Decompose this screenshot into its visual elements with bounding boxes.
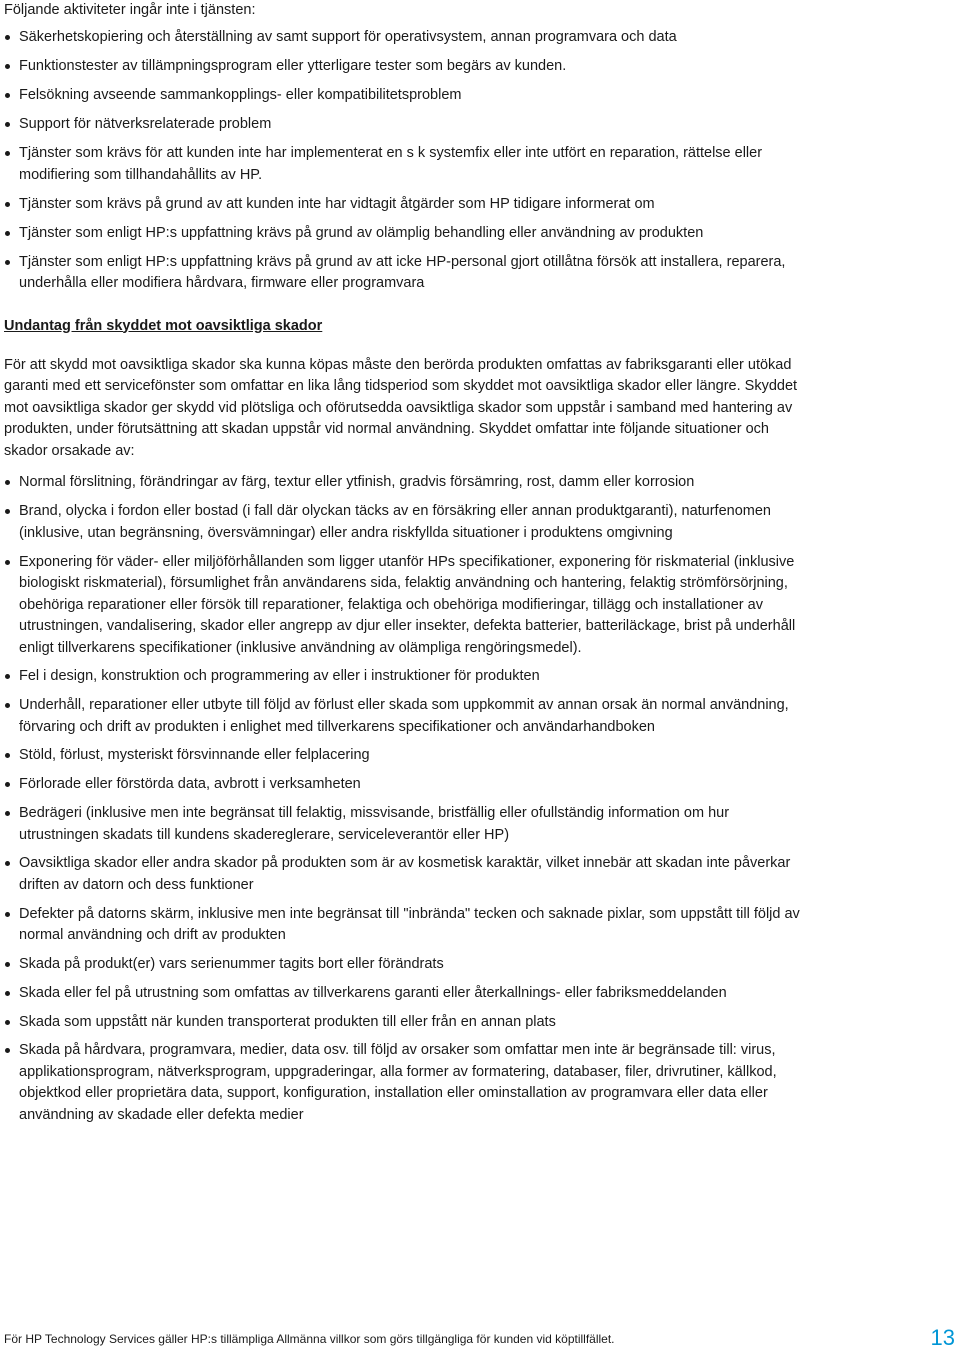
list-item: Stöld, förlust, mysteriskt försvinnande eller felplacering (4, 745, 804, 767)
document-page (4, 0, 804, 1134)
list-item: Skada på produkt(er) vars serienummer tagits bort eller förändrats (4, 954, 804, 976)
list-item: Normal förslitning, förändringar av färg, textur eller ytfinish, gradvis försämring, rost, damm eller korrosion (4, 472, 804, 494)
list-item: Support för nätverksrelaterade problem (4, 114, 804, 136)
list-item: Defekter på datorns skärm, inklusive men inte begränsat till "inbrända" tecken och saknade pixlar, som uppstått till följd av normal användning och drift av produkten (4, 904, 804, 947)
list-item: Oavsiktliga skador eller andra skador på produkten som är av kosmetisk karaktär, vilket innebär att skadan inte påverkar driften av datorn och dess funktioner (4, 853, 804, 896)
list-item: Säkerhetskopiering och återställning av samt support för operativsystem, annan programvara och data (4, 27, 804, 49)
list-item: Skada på hårdvara, programvara, medier, data osv. till följd av orsaker som omfattar men inte är begränsade till: virus, applikationsprogram, nätverksprogram, uppgraderingar, alla former av formatering, databaser, filer, drivrutiner, källkod, objektkod eller proprietära data, support, konfiguration, installation eller ominstallation av programvara eller data eller användning av skadade eller defekta medier (4, 1040, 804, 1126)
section-heading: Undantag från skyddet mot oavsiktliga skador (4, 317, 323, 334)
excluded-activities-list (4, 27, 804, 295)
list-item: Underhåll, reparationer eller utbyte till följd av förlust eller skada som uppkommit av annan orsak än normal användning, förvaring och drift av produkten i enlighet med tillverkarens specifikationer och användarhandboken (4, 695, 804, 738)
list-item: Tjänster som enligt HP:s uppfattning krävs på grund av att icke HP-personal gjort otillåtna försök att installera, reparera, underhålla eller modifiera hårdvara, firmware eller programvara (4, 252, 804, 295)
footer-text: För HP Technology Services gäller HP:s tillämpliga Allmänna villkor som görs tillgängliga för kunden vid köptillfället. (4, 1332, 615, 1346)
list-item: Fel i design, konstruktion och programmering av eller i instruktioner för produkten (4, 666, 804, 688)
page-number: 13 (930, 1325, 955, 1350)
list-item: Brand, olycka i fordon eller bostad (i fall där olyckan täcks av en försäkring eller annan produktgaranti), naturfenomen (inklusive, utan begränsning, översvämningar) eller andra riskfyllda situationer i produktens omgivning (4, 501, 804, 544)
list-item: Funktionstester av tillämpningsprogram eller ytterligare tester som begärs av kunden. (4, 56, 804, 78)
section-paragraph: För att skydd mot oavsiktliga skador ska kunna köpas måste den berörda produkten omfattas av fabriksgaranti eller utökad garanti med ett servicefönster som omfattar en lika lång tidsperiod som skyddet mot oavsiktliga skador eller längre. Skyddet mot oavsiktliga skador ger skydd vid plötsliga och oförutsedda oavsiktliga skador som uppstår i samband med hantering av produkten, under förutsättning att skadan uppstår vid normal användning. Skyddet omfattar inte följande situationer och skador orsakade av: (4, 356, 798, 459)
list-item: Skada som uppstått när kunden transporterat produkten till eller från en annan plats (4, 1012, 804, 1034)
list-item: Skada eller fel på utrustning som omfattas av tillverkarens garanti eller återkallnings- eller fabriksmeddelanden (4, 983, 804, 1005)
list-item: Felsökning avseende sammankopplings- eller kompatibilitetsproblem (4, 85, 804, 107)
intro-text: Följande aktiviteter ingår inte i tjänsten: (4, 2, 256, 18)
excluded-damages-list (4, 472, 804, 1126)
list-item: Tjänster som krävs för att kunden inte har implementerat en s k systemfix eller inte utfört en reparation, rättelse eller modifiering som tillhandahållits av HP. (4, 143, 804, 186)
list-item: Tjänster som enligt HP:s uppfattning krävs på grund av olämplig behandling eller användning av produkten (4, 223, 804, 245)
list-item: Förlorade eller förstörda data, avbrott i verksamheten (4, 774, 804, 796)
list-item: Tjänster som krävs på grund av att kunden inte har vidtagit åtgärder som HP tidigare informerat om (4, 194, 804, 216)
list-item: Exponering för väder- eller miljöförhållanden som ligger utanför HPs specifikationer, exponering för riskmaterial (inklusive biologiskt riskmaterial), försumlighet från användarens sida, felaktig användning och hantering, felaktig strömförsörjning, obehöriga reparationer eller försök till reparationer, felaktiga och obehöriga modifieringar, tillägg och installationer av utrustningen, vandalisering, skador eller angrepp av djur eller insekter, defekta batterier, batteriläckage, brist på underhåll enligt tillverkarens specifikationer (inklusive användning av olämpliga rengöringsmedel). (4, 552, 804, 660)
list-item: Bedrägeri (inklusive men inte begränsat till felaktig, missvisande, bristfällig eller ofullständig information om hur utrustningen skadats till kundens skadereglerare, serviceleverantör eller HP) (4, 803, 804, 846)
